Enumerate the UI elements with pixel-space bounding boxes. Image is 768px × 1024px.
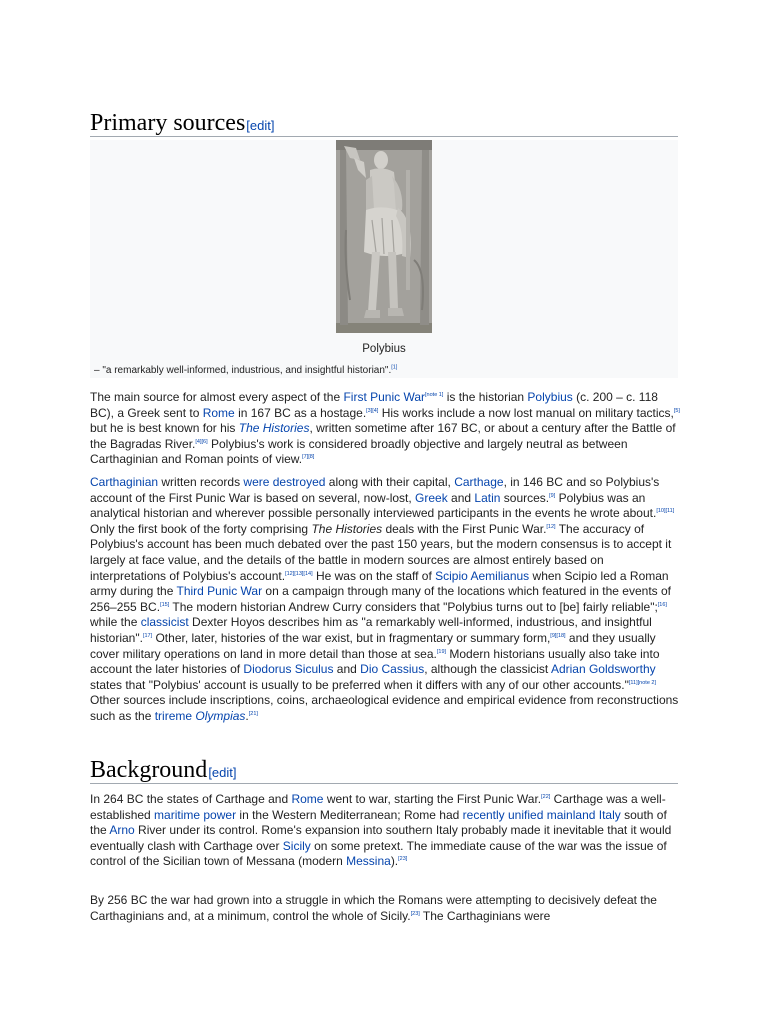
link-latin[interactable]: Latin — [474, 490, 501, 505]
link-the-histories[interactable]: The Histories — [238, 421, 310, 436]
link-were-destroyed[interactable]: were destroyed — [243, 475, 326, 489]
link-third-punic-war[interactable]: Third Punic War — [176, 584, 263, 599]
link-scipio-aemilianus[interactable]: Scipio Aemilianus — [435, 568, 530, 583]
citation-ref[interactable]: [1] — [391, 364, 398, 371]
link-carthaginian[interactable]: Carthaginian — [90, 475, 159, 489]
link-rome[interactable]: Rome — [291, 792, 324, 806]
citation-ref[interactable]: [17] — [142, 632, 153, 639]
polybius-relief-image — [336, 140, 432, 333]
link-sicily[interactable]: Sicily — [282, 838, 311, 853]
paragraph-background-1: In 264 BC the states of Carthage and Rome went to war, starting the First Punic War.[22] Carthage was a well-established maritime power in the Western Mediterranean; Rome had recently unified mainland Italy south of the Arno River under its control. Rome's expansion into southern Italy probably made it inevitable that it would eventually clash with Carthage over Sicily on some pretext. The immediate cause of the war was the issue of control of the Sicilian town of Messana (modern Messina).[23] — [90, 792, 672, 869]
link-adrian-goldsworthy[interactable]: Adrian Goldsworthy — [550, 662, 656, 677]
link-rome[interactable]: Rome — [202, 405, 235, 420]
image-quote: – "a remarkably well-informed, industrious, and insightful historian".[1] — [94, 364, 398, 376]
heading-underline — [90, 136, 678, 137]
link-diodorus-siculus[interactable]: Diodorus Siculus — [243, 662, 334, 677]
citation-ref[interactable]: [9][18] — [550, 632, 566, 639]
link-messina[interactable]: Messina — [346, 854, 391, 869]
link-greek[interactable]: Greek — [415, 490, 448, 505]
citation-ref[interactable]: [3][4] — [366, 407, 379, 414]
link-classicist[interactable]: classicist — [140, 615, 189, 630]
link-recently-unified[interactable]: recently unified — [462, 807, 544, 822]
link-polybius[interactable]: Polybius — [527, 390, 573, 404]
citation-ref[interactable]: [23] — [398, 856, 408, 863]
link-trireme[interactable]: trireme — [154, 708, 193, 723]
edit-link-primary-sources[interactable]: [edit] — [246, 118, 275, 133]
link-maritime-power[interactable]: maritime power — [154, 807, 237, 822]
section-heading-primary-sources — [90, 111, 274, 135]
citation-ref[interactable]: [22] — [541, 794, 551, 800]
citation-ref[interactable]: [19] — [436, 648, 447, 655]
citation-ref[interactable]: [15] — [160, 601, 170, 608]
heading-text: Background — [90, 757, 208, 783]
paragraph-primary-sources-2: Carthaginian written records were destroyed along with their capital, Carthage, in 146 BC and so Polybius's account of the First Punic War is based on several, now-lost, Greek and Latin sources.[9] Polybius was an analytical historian and wherever possible personally interviewed participants in the events he wrote about.[10][11] Only the first book of the forty comprising The Histories deals with the First Punic War.[12] The accuracy of Polybius's account has been much debated over the past 150 years, but the modern consensus is to accept it largely at face value, and the details of the battle in modern sources are almost entirely based on interpretations of Polybius's account.[12][13][14] He was on the staff of Scipio Aemilianus when Scipio led a Roman army during the Third Punic War on a campaign through many of the locations which featured in the events of 256–255 BC.[15] The modern historian Andrew Curry considers that "Polybius turns out to [be] fairly reliable";[16] while the classicist Dexter Hoyos describes him as "a remarkably well-informed, industrious, and insightful historian".[17] Other, later, histories of the war exist, but in fragmentary or summary form,[9][18] and they usually cover military operations on land in more detail than those at sea.[19] Modern historians usually also take into account the later histories of Diodorus Siculus and Dio Cassius, although the classicist Adrian Goldsworthy states that "Polybius' account is usually to be preferred when it differs with any of our other accounts."[11][note 2] Other sources include inscriptions, coins, archaeological evidence and empirical evidence from reconstructions such as the trireme Olympias.[21] — [90, 475, 679, 723]
link-carthage[interactable]: Carthage — [454, 475, 504, 489]
link-olympias[interactable]: Olympias — [195, 708, 246, 723]
heading-text: Primary sources — [90, 110, 246, 136]
citation-ref[interactable]: [note 1] — [425, 392, 444, 398]
citation-ref[interactable]: [10][11] — [656, 508, 675, 515]
link-first-punic-war[interactable]: First Punic War — [343, 390, 426, 404]
edit-link-background[interactable]: [edit] — [208, 765, 237, 780]
citation-ref[interactable]: [21] — [248, 710, 258, 717]
citation-ref[interactable]: [23] — [410, 910, 420, 917]
citation-ref[interactable]: [16] — [657, 601, 667, 608]
section-heading-background — [90, 758, 237, 782]
citation-ref[interactable]: [5] — [673, 407, 680, 414]
citation-ref[interactable]: [4][6] — [195, 438, 208, 445]
paragraph-background-2: By 256 BC the war had grown into a struggle in which the Romans were attempting to decisively defeat the Carthaginians and, at a minimum, control the whole of Sicily.[23] The Carthaginians were — [90, 893, 657, 923]
heading-underline — [90, 783, 678, 784]
citation-ref[interactable]: [12] — [546, 523, 556, 530]
link-dio-cassius[interactable]: Dio Cassius — [360, 662, 425, 677]
citation-ref[interactable]: [12][13][14] — [285, 570, 313, 577]
citation-ref[interactable]: [9] — [549, 492, 556, 499]
link-arno[interactable]: Arno — [109, 823, 135, 838]
link-mainland-italy[interactable]: mainland Italy — [546, 807, 621, 822]
citation-ref[interactable]: [11][note 2] — [628, 679, 656, 686]
paragraph-primary-sources-1: The main source for almost every aspect of the First Punic War[note 1] is the historian Polybius (c. 200 – c. 118 BC), a Greek sent to Rome in 167 BC as a hostage.[3][4] His works include a now lost manual on military tactics,[5] but he is best known for his The Histories, written sometime after 167 BC, or about a century after the Battle of the Bagradas River.[4][6] Polybius's work is considered broadly objective and largely neutral as between Carthaginian and Roman points of view.[7][8] — [90, 390, 680, 467]
image-caption: Polybius — [362, 343, 406, 355]
citation-ref[interactable]: [7][8] — [302, 454, 315, 461]
